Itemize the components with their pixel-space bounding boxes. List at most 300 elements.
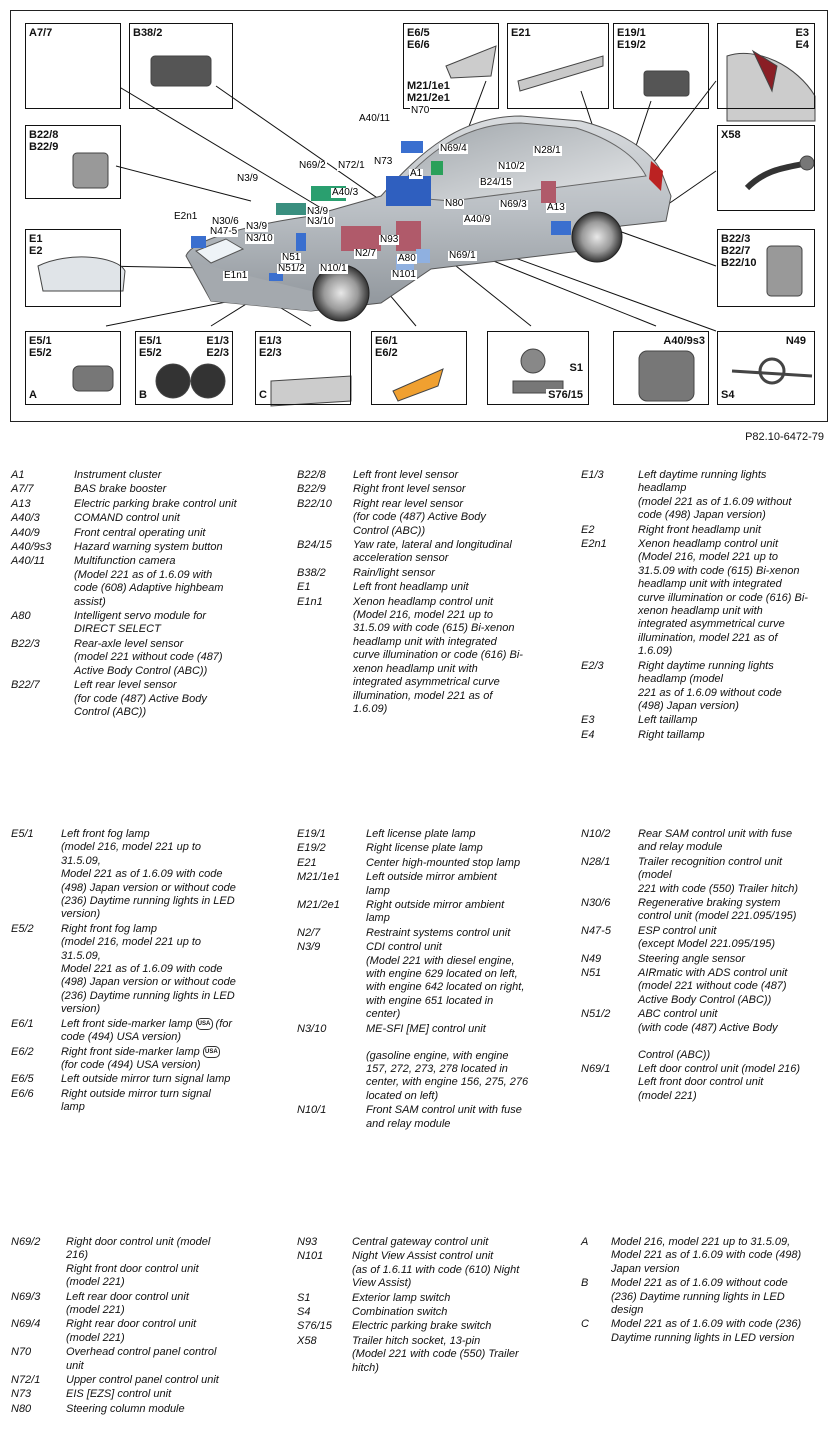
vehicle-label: N69/2 — [299, 160, 326, 171]
legend-description-text: Electric parking brake switch — [352, 1320, 492, 1333]
legend-code: N10/1 — [297, 1104, 327, 1117]
legend-description — [297, 842, 567, 855]
legend-description-text: Xenon headlamp control unit (Model 216, model 221 up to 31.5.09 with code (615) Bi-xenon headlamp unit with integrated curve illumination or code (616) Bi- xenon headlamp unit with integrated asymmetrical curve illumination, model 221 as of 1.6.09) — [353, 595, 523, 715]
legend-entry — [11, 555, 281, 609]
legend-code: E6/6 — [11, 1087, 34, 1100]
legend-description — [581, 967, 831, 1007]
legend-description — [11, 1374, 281, 1387]
legend-description — [297, 1306, 567, 1319]
vehicle-label: N10/2 — [498, 161, 525, 172]
legend-description — [297, 596, 555, 717]
legend-description-text: Right daytime running lights headlamp (model 221 as of 1.6.09 without code (498) Japan version) — [638, 659, 782, 712]
legend-description — [11, 1291, 281, 1318]
legend-code: E6/1 — [11, 1017, 34, 1030]
legend-description — [581, 1277, 831, 1317]
legend-code: A7/7 — [11, 483, 34, 496]
legend-description — [581, 729, 831, 742]
callout-e51-b — [135, 331, 233, 405]
legend-description-text: ABC control unit (with code (487) Active Body Control (ABC)) — [638, 1008, 778, 1061]
legend-description-text: Exterior lamp switch — [352, 1291, 451, 1304]
legend-description — [11, 679, 281, 719]
legend-description-text: Overhead control panel control unit — [66, 1346, 217, 1372]
legend-column-8 — [297, 1236, 567, 1376]
legend-description — [11, 1018, 281, 1045]
vehicle-label: N93 — [380, 234, 399, 245]
legend-entry — [581, 953, 831, 966]
legend-entry — [581, 1008, 831, 1062]
legend-entry — [11, 483, 281, 496]
callout-label: M21/1e1 M21/2e1 — [407, 80, 450, 104]
legend-code: S4 — [297, 1306, 311, 1319]
callout-s1 — [487, 331, 589, 405]
legend-column-4 — [11, 828, 281, 1116]
legend-entry — [297, 567, 555, 580]
legend-description-text: Hazard warning system button — [74, 541, 223, 554]
legend-description — [11, 1073, 281, 1086]
legend-entry — [581, 856, 831, 896]
legend-description-text: Left front headlamp unit — [353, 581, 469, 594]
legend-description-text: Intelligent servo module for DIRECT SELECT — [74, 610, 207, 636]
legend-description-text: CDI control unit (Model 221 with diesel engine, with engine 629 located on left, with engine 642 located on right, with engine 651 located in center) — [366, 941, 525, 1021]
legend-description-text: (for code (494) USA version) — [61, 1017, 233, 1044]
legend-description — [297, 1236, 567, 1249]
vehicle-label: N69/4 — [440, 143, 467, 154]
legend-description — [11, 1318, 281, 1345]
legend-description-text: EIS [EZS] control unit — [66, 1388, 172, 1401]
legend-entry — [11, 1403, 281, 1416]
legend-code: S76/15 — [297, 1320, 332, 1333]
vehicle-label: N47-5 — [210, 226, 238, 237]
legend-description — [11, 1088, 281, 1115]
legend-description — [11, 1046, 281, 1073]
legend-description-text: Right license plate lamp — [366, 842, 483, 855]
legend-code: E1 — [297, 581, 311, 594]
legend-code: N69/3 — [11, 1290, 41, 1303]
legend-code: N69/4 — [11, 1318, 41, 1331]
legend-description-text: Left rear door control unit (model 221) — [66, 1290, 189, 1317]
legend-description-text: Model 216, model 221 up to 31.5.09, Model 221 as of 1.6.09 with code (498) Japan version — [611, 1236, 802, 1275]
legend-code: E5/2 — [11, 922, 34, 935]
legend-description — [297, 483, 555, 496]
callout-label: E6/1 E6/2 — [375, 335, 398, 359]
legend-description-text: Multifunction camera (Model 221 as of 1.6.09 with code (608) Adaptive highbeam assist) — [74, 555, 224, 608]
legend-code: X58 — [297, 1334, 317, 1347]
legend-entry — [581, 1063, 831, 1103]
legend-description-text: Yaw rate, lateral and longitudinal acceleration sensor — [353, 539, 512, 565]
legend-description — [11, 610, 281, 637]
callout-label: B22/8 B22/9 — [29, 129, 59, 153]
legend-description — [11, 498, 281, 511]
variant-letter: A — [29, 389, 37, 401]
legend-description — [11, 1403, 281, 1416]
legend-entry — [11, 1291, 281, 1318]
legend-entry — [297, 857, 567, 870]
legend-description-text: Rear SAM control unit with fuse and relay module — [638, 828, 793, 854]
legend-entry — [297, 1292, 567, 1305]
legend-entry — [581, 1318, 831, 1345]
vehicle-label: N3/10 — [307, 216, 334, 227]
car-body — [186, 113, 671, 321]
usa-version-icon: USA — [203, 1046, 220, 1058]
legend-description — [581, 1236, 831, 1276]
callout-label: B22/3 B22/7 B22/10 — [721, 233, 757, 269]
legend-code: A40/3 — [11, 512, 40, 525]
callout-label: E5/1 E5/2 — [139, 335, 162, 359]
callout-label: X58 — [721, 129, 741, 141]
legend-description — [581, 897, 831, 924]
legend-description — [581, 1008, 831, 1062]
legend-code: B24/15 — [297, 539, 332, 552]
legend-entry — [581, 897, 831, 924]
legend-code: N51 — [581, 967, 602, 980]
legend-entry — [11, 610, 281, 637]
legend-description — [581, 660, 831, 714]
legend-code: A13 — [11, 497, 31, 510]
callout-label: E3 E4 — [795, 27, 809, 51]
callout-label: E1 E2 — [29, 233, 43, 257]
legend-entry — [581, 538, 831, 659]
legend-description — [581, 953, 831, 966]
legend-code: N28/1 — [581, 855, 611, 868]
legend-entry — [581, 828, 831, 855]
legend-code: E3 — [581, 714, 595, 727]
legend-code: B22/3 — [11, 637, 40, 650]
legend-entry — [11, 1388, 281, 1401]
callout-b223 — [717, 229, 815, 307]
vehicle-label: A80 — [398, 253, 416, 264]
legend-code: N73 — [11, 1388, 32, 1401]
legend-code: A — [581, 1236, 589, 1248]
callout-e65 — [403, 23, 499, 109]
legend-description-text: Center high-mounted stop lamp — [366, 856, 521, 869]
legend-entry — [581, 729, 831, 742]
legend-column-7 — [11, 1236, 281, 1417]
legend-column-9 — [581, 1236, 831, 1346]
legend-description-text: Central gateway control unit — [352, 1236, 489, 1248]
legend-code: N101 — [297, 1250, 324, 1263]
legend-code: A1 — [11, 469, 25, 481]
legend-code: N72/1 — [11, 1374, 41, 1387]
legend-entry — [11, 638, 281, 678]
legend-entry — [11, 828, 281, 922]
legend-description-text: Restraint systems control unit — [366, 926, 511, 939]
legend-description — [11, 541, 281, 554]
legend-description — [297, 1292, 567, 1305]
legend-code: M21/1e1 — [297, 871, 340, 884]
legend-entry — [297, 1306, 567, 1319]
legend-code: A40/9s3 — [11, 541, 52, 554]
legend-description — [581, 469, 831, 523]
legend-description — [11, 638, 281, 678]
legend-entry — [581, 925, 831, 952]
vehicle-label: N101 — [392, 269, 416, 280]
callout-n49 — [717, 331, 815, 405]
legend-description — [11, 1236, 281, 1290]
vehicle-label: N69/3 — [500, 199, 527, 210]
legend-description — [297, 857, 567, 870]
legend-description-text: Left door control unit (model 216) Left front door control unit (model 221) — [638, 1062, 801, 1102]
variant-letter: C — [259, 389, 267, 401]
legend-entry — [581, 967, 831, 1007]
legend-description — [297, 469, 555, 482]
legend-description — [581, 524, 831, 537]
legend-code: B38/2 — [297, 566, 326, 579]
vehicle-label: N80 — [445, 198, 464, 209]
legend-description-text: Front SAM control unit with fuse and relay module — [366, 1104, 522, 1130]
legend-code: A40/9 — [11, 526, 40, 539]
vehicle-label: N69/1 — [449, 250, 476, 261]
legend-code: M21/2e1 — [297, 899, 340, 912]
legend-description-text: Front central operating unit — [74, 526, 206, 539]
legend-description-text: ESP control unit (except Model 221.095/195) — [638, 924, 775, 951]
legend-description — [581, 1318, 831, 1345]
vehicle-label: N51 — [282, 252, 301, 263]
vehicle-label: N10/1 — [320, 263, 347, 274]
legend-description — [11, 483, 281, 496]
legend-column-5 — [297, 828, 567, 1132]
callout-label: E1/3 E2/3 — [206, 335, 229, 359]
legend-code: E2/3 — [581, 659, 604, 672]
callout-x58 — [717, 125, 815, 211]
legend-description — [581, 828, 831, 855]
legend-entry — [297, 483, 555, 496]
legend-code: N93 — [297, 1236, 318, 1248]
legend-description — [11, 923, 281, 1017]
legend-code: N3/9 — [297, 941, 321, 954]
vehicle-label: B24/15 — [480, 177, 512, 188]
legend-entry — [11, 1318, 281, 1345]
legend-description-text: Right front level sensor — [353, 483, 466, 496]
legend-description — [297, 941, 567, 1021]
legend-entry — [581, 524, 831, 537]
legend-entry — [11, 1236, 281, 1290]
legend-description-text: Right front fog lamp (model 216, model 221 up to 31.5.09, Model 221 as of 1.6.09 with code (498) Japan version or without code (236) Daytime running lights in LED version) — [61, 922, 236, 1016]
callout-a77 — [25, 23, 121, 109]
legend-description-text: BAS brake booster — [74, 483, 167, 496]
vehicle-label: A1 — [410, 168, 423, 179]
legend-entry — [11, 512, 281, 525]
legend-description-text: Upper control panel control unit — [66, 1374, 219, 1387]
legend-description-text: AIRmatic with ADS control unit (model 221 without code (487) Active Body Control (ABC)) — [638, 967, 788, 1006]
vehicle-label: N73 — [374, 156, 393, 167]
legend-description-text: Left front level sensor — [353, 469, 459, 481]
legend-entry — [297, 1236, 567, 1249]
legend-description — [297, 498, 555, 538]
callout-e61 — [371, 331, 467, 405]
legend-description — [11, 828, 281, 922]
legend-entry — [11, 1046, 281, 1073]
legend-entry — [11, 527, 281, 540]
legend-code: E4 — [581, 728, 595, 741]
legend-description — [581, 925, 831, 952]
callout-a409s3 — [613, 331, 709, 405]
legend-column-3 — [581, 469, 831, 743]
vehicle-label: N72/1 — [338, 160, 365, 171]
legend-description-text: Right rear door control unit (model 221) — [66, 1318, 197, 1344]
legend-description-text: Model 221 as of 1.6.09 without code (236) Daytime running lights in LED design — [611, 1277, 788, 1317]
legend-description-text: Left outside mirror ambient lamp — [366, 871, 497, 897]
legend-column-6 — [581, 828, 831, 1104]
legend-entry — [11, 923, 281, 1017]
callout-label: E6/5 E6/6 — [407, 27, 430, 51]
legend-code: N3/10 — [297, 1022, 327, 1035]
legend-entry — [297, 828, 567, 841]
legend-code: B22/10 — [297, 497, 332, 510]
callout-label: E19/1 E19/2 — [617, 27, 646, 51]
legend-entry — [581, 1277, 831, 1317]
legend-description — [297, 539, 555, 566]
legend-code: A40/11 — [11, 555, 46, 568]
legend-description-text: Right taillamp — [638, 728, 705, 741]
legend-entry — [581, 1236, 831, 1276]
callout-e21 — [507, 23, 609, 109]
legend-column-2 — [297, 469, 555, 717]
legend-description — [297, 1335, 567, 1375]
legend-description-text: Rear-axle level sensor (model 221 without code (487) Active Body Control (ABC)) — [74, 637, 223, 677]
legend-code: N2/7 — [297, 926, 321, 939]
callout-label: N49 — [785, 335, 806, 347]
legend-code: E6/5 — [11, 1073, 34, 1086]
legend-code: N30/6 — [581, 897, 611, 910]
vehicle-label: N30/6 — [212, 216, 239, 227]
callout-b228 — [25, 125, 121, 199]
legend-entry — [581, 714, 831, 727]
legend-code: E19/1 — [297, 828, 326, 840]
callout-label: E5/1 E5/2 — [29, 335, 52, 359]
legend-description — [297, 1250, 567, 1290]
legend-code: E21 — [297, 856, 317, 869]
vehicle-label: N3/10 — [246, 233, 273, 244]
legend-description-text: Right front headlamp unit — [638, 523, 761, 536]
callout-e1 — [25, 229, 121, 307]
callout-label: E21 — [511, 27, 531, 39]
legend-code: E19/2 — [297, 842, 326, 855]
legend-description-text: Right outside mirror turn signal lamp — [61, 1087, 211, 1114]
legend-code: C — [581, 1318, 589, 1331]
callout-e13-c — [255, 331, 351, 405]
legend-description-text: COMAND control unit — [74, 512, 180, 525]
callout-label: B38/2 — [133, 27, 163, 39]
legend-entry — [11, 1018, 281, 1045]
legend-entry — [581, 469, 831, 523]
legend-code: E6/2 — [11, 1045, 34, 1058]
legend-entry — [297, 539, 555, 566]
legend-description — [11, 527, 281, 540]
legend-description-text: Left daytime running lights headlamp (model 221 as of 1.6.09 without code (498) Japan version) — [638, 469, 792, 522]
legend-description — [581, 856, 831, 896]
legend-description-text: Left taillamp — [638, 714, 698, 727]
legend-description — [297, 1320, 567, 1333]
legend-entry — [297, 1104, 567, 1131]
legend-entry — [297, 927, 567, 940]
usa-version-icon: USA — [196, 1018, 213, 1030]
legend-description-text: Left front fog lamp (model 216, model 221 up to 31.5.09, Model 221 as of 1.6.09 with code (498) Japan version or without code (236) Daytime running lights in LED version) — [61, 828, 236, 921]
legend-description-text: Regenerative braking system control unit (model 221.095/195) — [638, 897, 797, 923]
legend-description — [581, 1063, 831, 1103]
legend-description-text: ME-SFI [ME] control unit (gasoline engine, with engine 157, 272, 273, 278 located in center, with engine 156, 275, 276 located on left) — [366, 1022, 529, 1102]
legend-description — [11, 469, 281, 482]
legend-description — [581, 714, 831, 727]
vehicle-label: E1n1 — [224, 270, 248, 281]
vehicle-label: A13 — [547, 202, 565, 213]
legend-description — [297, 1023, 567, 1103]
legend-code: S1 — [297, 1291, 311, 1304]
legend-description — [11, 512, 281, 525]
legend-description-text: Rain/light sensor — [353, 566, 435, 579]
vehicle-label: N3/9 — [246, 221, 268, 232]
legend-description-text: Trailer hitch socket, 13-pin (Model 221 with code (550) Trailer hitch) — [352, 1334, 519, 1374]
legend-code: N69/1 — [581, 1062, 611, 1075]
legend-description — [297, 927, 567, 940]
legend-description-text: Trailer recognition control unit (model 221 with code (550) Trailer hitch) — [638, 855, 798, 895]
legend-code: B22/7 — [11, 679, 40, 692]
callout-e191 — [613, 23, 709, 109]
legend-code: E1n1 — [297, 595, 323, 608]
legend-description-text: Steering angle sensor — [638, 952, 746, 965]
legend-entry — [297, 1335, 567, 1375]
callout-label: A40/9s3 — [663, 335, 705, 347]
vehicle-label: N51/2 — [278, 263, 305, 274]
callout-label: A7/7 — [29, 27, 53, 39]
vehicle-label: A40/9 — [464, 214, 491, 225]
callout-label: S76/15 — [548, 389, 583, 401]
legend-entry — [11, 541, 281, 554]
legend-description-text: Right door control unit (model 216) Right front door control unit (model 221) — [66, 1236, 211, 1289]
legend-entry — [11, 1346, 281, 1373]
legend-entry — [297, 941, 567, 1021]
callout-label: S4 — [721, 389, 735, 401]
legend-description-text: Steering column module — [66, 1402, 185, 1415]
legend-entry — [297, 1320, 567, 1333]
figure-reference: P82.10-6472-79 — [745, 431, 824, 443]
variant-letter: B — [139, 389, 147, 401]
legend-description-text: Xenon headlamp control unit (Model 216, model 221 up to 31.5.09 with code (615) Bi-xenon headlamp unit with integrated curve illumination or code (616) Bi- xenon headlamp unit with integrated asymmetrical curve illumination, model 221 as of 1.6.09) — [638, 538, 808, 658]
legend-code: E2n1 — [581, 538, 607, 551]
legend-entry — [297, 899, 567, 926]
vehicle-label: N3/9 — [237, 173, 259, 184]
legend-description — [297, 567, 555, 580]
legend-entry — [297, 469, 555, 482]
legend-code: N51/2 — [581, 1008, 611, 1021]
legend-code: B22/9 — [297, 483, 326, 496]
legend-description-text: Model 221 as of 1.6.09 with code (236) Daytime running lights in LED version — [611, 1318, 802, 1344]
legend-entry — [297, 871, 567, 898]
vehicle-label: A40/11 — [359, 113, 390, 124]
legend-code: N47-5 — [581, 924, 611, 937]
legend-code: N49 — [581, 952, 602, 965]
legend-entry — [297, 842, 567, 855]
legend-entry — [11, 498, 281, 511]
legend-description — [11, 555, 281, 609]
legend-description-text: Right outside mirror ambient lamp — [366, 899, 505, 925]
legend-description-text: (for code (494) USA version) — [61, 1058, 201, 1071]
legend-description-text: Left rear level sensor (for code (487) Active Body Control (ABC)) — [74, 679, 207, 718]
legend-code: N70 — [11, 1346, 32, 1359]
legend-entry — [297, 1250, 567, 1290]
legend-description — [297, 828, 567, 841]
legend-code: E2 — [581, 523, 595, 536]
legend-description-text: Combination switch — [352, 1306, 448, 1319]
legend-description-text: Right front side-marker lamp — [61, 1045, 200, 1058]
legend-column-1 — [11, 469, 281, 720]
vehicle-label: N3/9 — [307, 206, 329, 217]
legend-description-text: Electric parking brake control unit — [74, 497, 237, 510]
legend-description-text: Instrument cluster — [74, 469, 162, 481]
legend-code: B — [581, 1277, 589, 1290]
vehicle-label: N2/7 — [355, 248, 377, 259]
legend-code: N80 — [11, 1402, 32, 1415]
vehicle-label: N70 — [411, 105, 430, 116]
